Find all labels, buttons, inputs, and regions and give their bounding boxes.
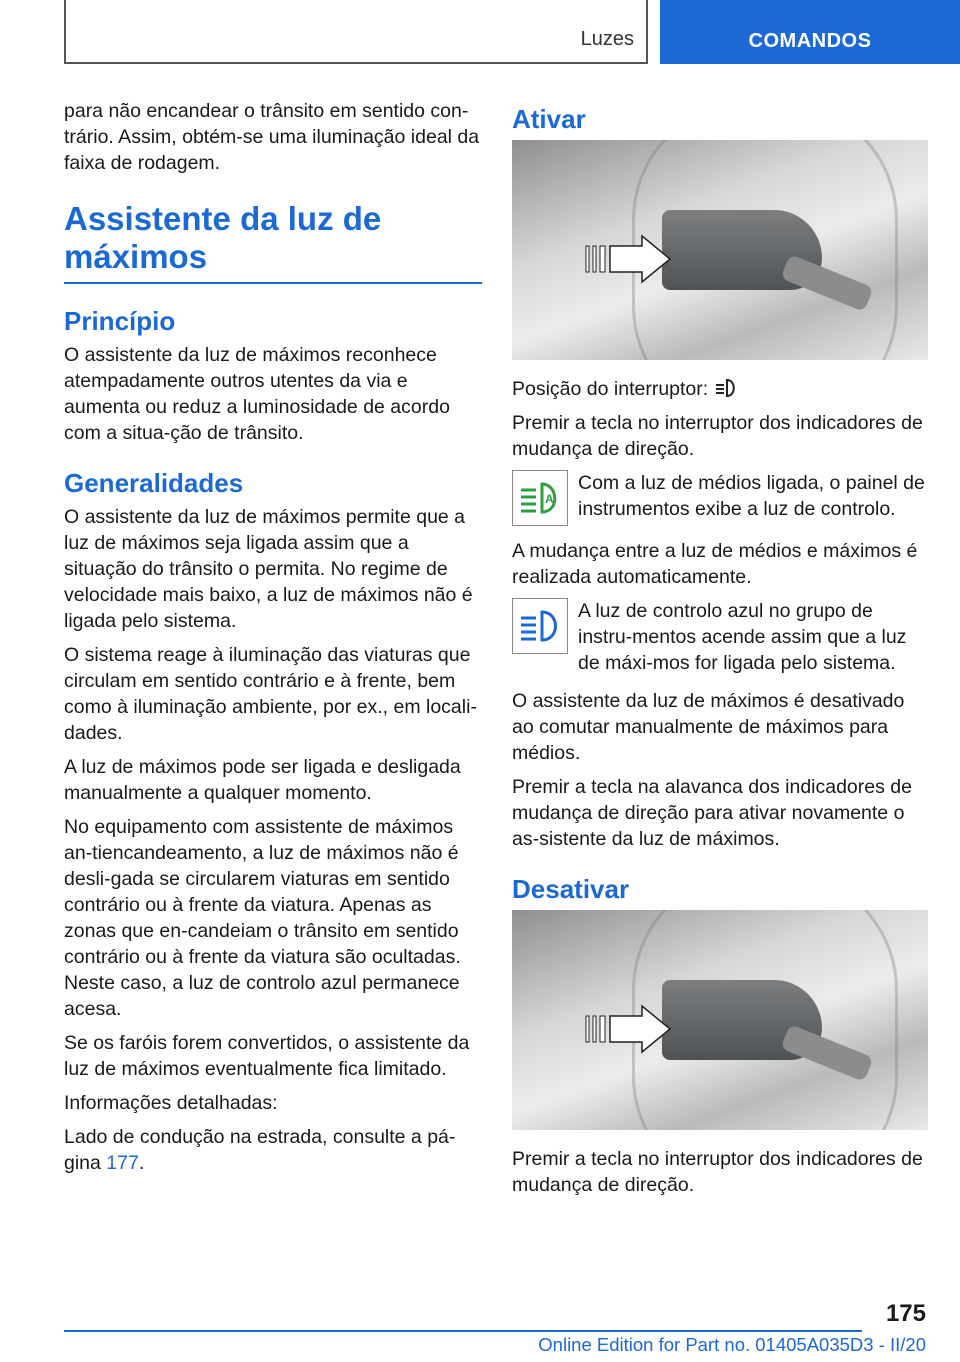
blue-indicator-note-text: A luz de controlo azul no grupo de instru-mentos acende assim que a luz de máxi-mos for ligada pelo sistema.: [578, 600, 907, 674]
general-paragraph: A luz de máximos pode ser ligada e desligada manualmente a qualquer momento.: [64, 756, 461, 804]
header-chapter: COMANDOS: [660, 0, 960, 64]
high-beam-arrow-icon: [584, 1004, 674, 1054]
section-title: Assistente da luz de máximos: [64, 200, 482, 284]
right-column: [512, 98, 930, 1206]
principle-paragraph: O assistente da luz de máximos reconhece atempadamente outros utentes da via e aumenta ou reduz a luminosidade de acordo com a situa-ção de trânsito.: [64, 344, 450, 444]
turn-signal-switch-image: [512, 140, 928, 360]
reference-end: .: [138, 1152, 145, 1174]
left-column: [64, 98, 482, 1184]
svg-text:A: A: [545, 492, 554, 506]
high-beam-arrow-icon: [584, 234, 674, 284]
indicator-note: [512, 470, 930, 526]
deactivate-heading: Desativar: [512, 874, 630, 904]
turn-signal-switch-image-2: [512, 910, 928, 1130]
deactivated-paragraph: O assistente da luz de máximos é desativado ao comutar manualmente de máximos para médios.: [512, 690, 905, 764]
blue-indicator-note: [512, 598, 930, 676]
general-paragraph: No equipamento com assistente de máximos an-tiencandeamento, a luz de máximos não é desli-gada se circularem viaturas em sentido contrário ou à frente da viatura. Apenas as zonas que en-candeiam o trânsito em sentido contrário ou à frente da viatura são ocultadas. Neste caso, a luz de controlo azul permanece acesa.: [64, 816, 461, 1020]
page-link-177[interactable]: 177: [106, 1152, 139, 1174]
switch-position-label: Posição do interruptor:: [512, 378, 709, 400]
reference-text: Lado de condução na estrada, consulte a pá-gina: [64, 1126, 456, 1174]
intro-paragraph: para não encandear o trânsito em sentido con-trário. Assim, obtém-se uma iluminação ideal da faixa de rodagem.: [64, 100, 480, 174]
high-beam-blue-icon: [512, 598, 568, 654]
switch-position: [512, 376, 930, 402]
press-key-paragraph: Premir a tecla no interruptor dos indicadores de mudança de direção.: [512, 412, 923, 460]
general-paragraph: Se os faróis forem convertidos, o assistente da luz de máximos eventualmente fica limitado.: [64, 1032, 470, 1080]
header-section: Luzes: [580, 28, 634, 50]
page-reference: [64, 1124, 482, 1176]
activate-heading: Ativar: [512, 104, 586, 134]
press-key-paragraph-2: Premir a tecla no interruptor dos indicadores de mudança de direção.: [512, 1148, 923, 1196]
auto-high-beam-green-icon: [512, 470, 568, 526]
general-heading: Generalidades: [64, 468, 244, 498]
general-paragraph: O assistente da luz de máximos permite que a luz de máximos seja ligada assim que a situação do trânsito o permita. No regime de velocidade mais baixo, a luz de máximos não é ligada pelo sistema.: [64, 506, 473, 632]
edition-footer: Online Edition for Part no. 01405A035D3 - II/20: [538, 1334, 926, 1355]
principle-heading: Princípio: [64, 306, 176, 336]
auto-change-paragraph: A mudança entre a luz de médios e máximos é realizada automaticamente.: [512, 540, 918, 588]
auto-high-beam-icon: [714, 377, 740, 399]
press-lever-paragraph: Premir a tecla na alavanca dos indicadores de mudança de direção para ativar novamente o as-sistente da luz de máximos.: [512, 776, 912, 850]
indicator-note-text: Com a luz de médios ligada, o painel de instrumentos exibe a luz de controlo.: [578, 472, 925, 520]
footer-rule: [64, 1330, 862, 1332]
general-paragraph: O sistema reage à iluminação das viaturas que circulam em sentido contrário e à frente, bem como à iluminação ambiente, por ex., em locali-dades.: [64, 644, 477, 744]
header-tab: [64, 0, 648, 64]
page-number: 175: [885, 1300, 926, 1327]
general-paragraph: Informações detalhadas:: [64, 1092, 278, 1114]
